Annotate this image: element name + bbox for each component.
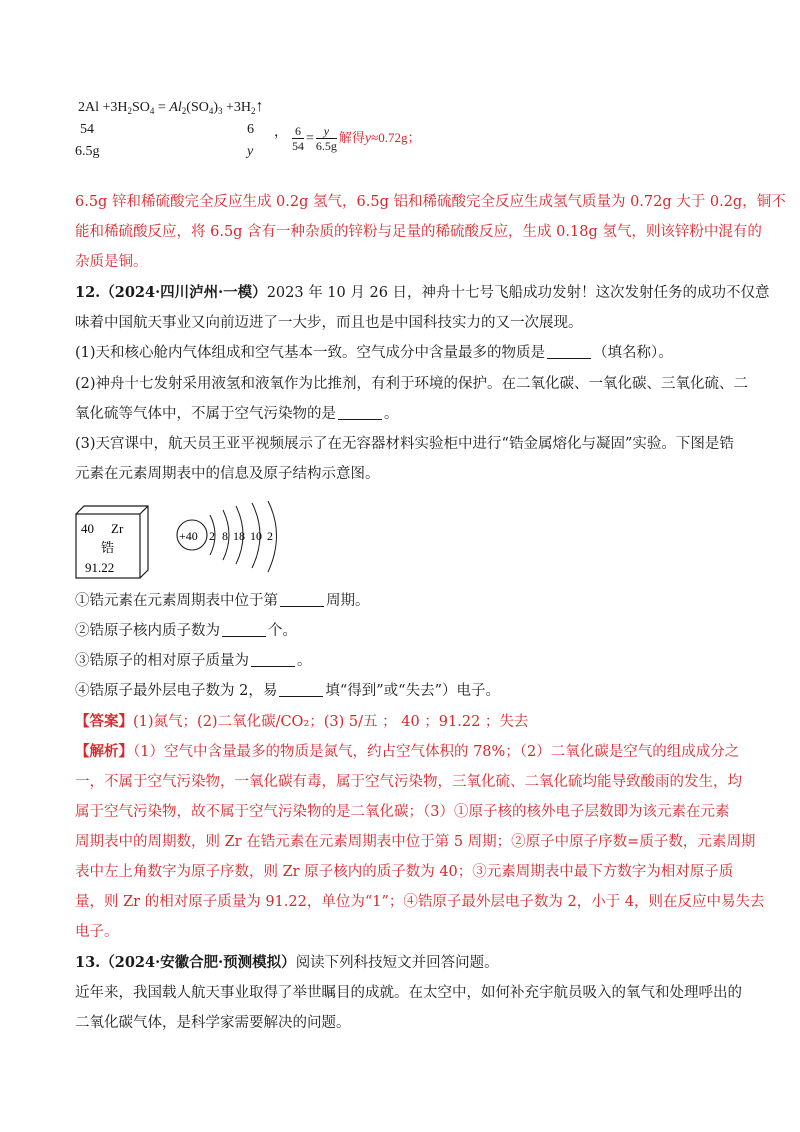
element-name: 锆	[101, 541, 115, 556]
conclusion-line-2: 能和稀硫酸反应，将 6.5g 含有一种杂质的锌粉与足量的稀硫酸反应，生成 0.18g 氢气，则该锌粉中混有的	[75, 224, 762, 240]
q13-para-line-2: 二氧化碳气体，是科学家需要解决的问题。	[75, 1015, 351, 1031]
element-mass: 91.22	[85, 560, 115, 575]
eq-equals: =	[157, 100, 166, 115]
eq-sub: 2	[181, 106, 187, 116]
answer-blank	[251, 652, 295, 667]
q12-sub-4: ④锆原子最外层电子数为 2，易 填“得到”或“失去”）电子。	[75, 683, 500, 699]
zirconium-figure	[70, 500, 290, 590]
nucleus-charge: +40	[179, 529, 198, 543]
q12-part-2-line-1: (2)神舟十七发射采用液氢和液氧作为比推剂，有利于环境的保护。在二氧化碳、一氧化碳、三氧化硫、二	[75, 376, 749, 392]
answer-blank	[338, 405, 382, 420]
conclusion-line-1: 6.5g 锌和稀硫酸完全反应生成 0.2g 氢气，6.5g 铝和稀硫酸完全反应生成氢气质量为 0.72g 大于 0.2g，铜不	[75, 194, 786, 210]
proportion-equals: =	[306, 131, 314, 146]
q12-analysis-line-2: 一，不属于空气污染物，一氧化碳有毒，属于空气污染物，三氧化硫、二氧化硫均能导致酸雨的发生，均	[75, 774, 742, 790]
eq-reactant-acid-mid: SO	[132, 100, 150, 115]
q12-part-1: (1)天和核心舱内气体组成和空气基本一致。空气成分中含量最多的物质是 （填名称）。	[75, 345, 673, 361]
q12-number: 12.	[75, 284, 101, 301]
q12-part-3-line-1: (3)天宫课中，航天员王亚平视频展示了在无容器材料实验柜中进行“锆金属熔化与凝固”实验。下图是锆	[75, 436, 734, 452]
element-cell	[76, 506, 148, 578]
q13-source: （2024·安徽合肥·预测模拟）	[100, 954, 296, 971]
q12-part-3-line-2: 元素在元素周期表中的信息及原子结构示意图。	[75, 466, 380, 482]
q12-answer	[75, 712, 735, 732]
answer-blank	[547, 344, 591, 359]
q12-sub-1: ①锆元素在元素周期表中位于第 周期。	[75, 593, 370, 609]
ratio-right-bottom: y	[247, 144, 254, 159]
shell-electrons: 10	[250, 529, 262, 543]
eq-product-close: )	[213, 100, 219, 115]
shell-electrons: 18	[233, 529, 245, 543]
eq-reactant-acid: +3H	[102, 100, 128, 115]
q12-stem-line-2: 味着中国航天事业又向前迈进了一大步，而且也是中国科技实力的又一次展现。	[75, 315, 583, 331]
proportion-equation	[290, 122, 421, 155]
solve-value: ≈0.72g；	[371, 130, 421, 145]
q12-source: （2024·四川泸州·一模）	[100, 284, 267, 301]
q12-analysis-line-4: 周期表中的周期数，则 Zr 在锆元素在元素周期表中位于第 5 周期；②原子中原子序数=质子数，元素周期	[75, 834, 756, 850]
shell-electrons: 2	[267, 529, 273, 543]
answer-text: (1)氮气；(2)二氧化碳/CO₂；(3) 5/五 ； 40 ；91.22 ；失去	[133, 714, 529, 730]
eq-product-mid: (SO	[186, 100, 209, 115]
q13-para-line-1: 近年来，我国载人航天事业取得了举世瞩目的成就。在太空中，如何补充宇航员吸入的氧气和处理呼出的	[75, 985, 742, 1001]
ratio-right-top: 6	[247, 122, 254, 137]
q12-stem-text: 2023 年 10 月 26 日，神舟十七号飞船成功发射！这次发射任务的成功不仅意	[266, 285, 770, 301]
answer-blank	[222, 622, 266, 637]
analysis-label: 【解析】	[75, 743, 133, 760]
answer-blank	[280, 592, 324, 607]
eq-sub: 3	[218, 106, 223, 116]
q12-sub-2: ②锆原子核内质子数为 个。	[75, 623, 297, 639]
q12-sub-3: ③锆原子的相对原子质量为 。	[75, 653, 312, 669]
gas-arrow-icon: ↑	[255, 98, 264, 115]
q12-analysis-line-3: 属于空气污染物，故不属于空气污染物的是二氧化碳；（3）①原子核的核外电子层数即为该元素在元素	[75, 804, 730, 820]
answer-label: 【答案】	[75, 713, 133, 730]
eq-product-h2: +3H	[226, 100, 252, 115]
shell-electrons: 8	[222, 529, 228, 543]
q13-stem-text: 阅读下列科技短文并回答问题。	[295, 955, 499, 971]
q12-stem-line-1	[75, 283, 770, 303]
proportion-comma: ，	[274, 125, 288, 140]
element-symbol: Zr	[111, 521, 124, 536]
q12-analysis-line-5: 表中左上角数字为原子序数，则 Zr 原子核内的质子数为 40；③元素周期表中最下方数字为相对原子质	[75, 864, 734, 880]
shell-electrons: 2	[209, 529, 215, 543]
eq-sub: 2	[251, 106, 256, 116]
answer-blank	[279, 682, 323, 697]
ratio-left-bottom: 6.5g	[75, 144, 100, 159]
q12-analysis-line-6: 量，则 Zr 的相对原子质量为 91.22，单位为“1”；④锆原子最外层电子数为 2，小于 4，则在反应中易失去	[75, 894, 765, 910]
eq-reactant-al: 2Al	[78, 100, 99, 115]
ratio-left-top: 54	[80, 122, 94, 137]
q13-stem	[75, 953, 735, 973]
eq-sub: 4	[149, 106, 155, 116]
q12-analysis-line-1: 【解析】（1）空气中含量最多的物质是氮气，约占空气体积的 78%；（2）二氧化碳是空气的组成成分之	[75, 743, 740, 760]
q12-part-2-line-2: 氧化硫等气体中，不属于空气污染物的是 。	[75, 406, 399, 422]
solve-text: 解得	[338, 131, 365, 146]
fraction-2: $\frac{y}{6.5g}$	[315, 124, 337, 154]
q12-analysis-line-7: 电子。	[75, 924, 119, 940]
atomic-structure-diagram	[177, 501, 277, 572]
element-atomic-number: 40	[81, 521, 94, 536]
eq-product-al: Al	[169, 100, 182, 115]
q13-number: 13.	[75, 954, 101, 971]
eq-sub: 2	[127, 106, 133, 116]
eq-sub: 4	[208, 106, 214, 116]
chemical-equation	[78, 98, 264, 120]
fraction-1: $\frac{6}{54}$	[292, 124, 304, 154]
conclusion-line-3: 杂质是铜。	[75, 254, 148, 270]
solve-variable: y	[364, 131, 372, 146]
